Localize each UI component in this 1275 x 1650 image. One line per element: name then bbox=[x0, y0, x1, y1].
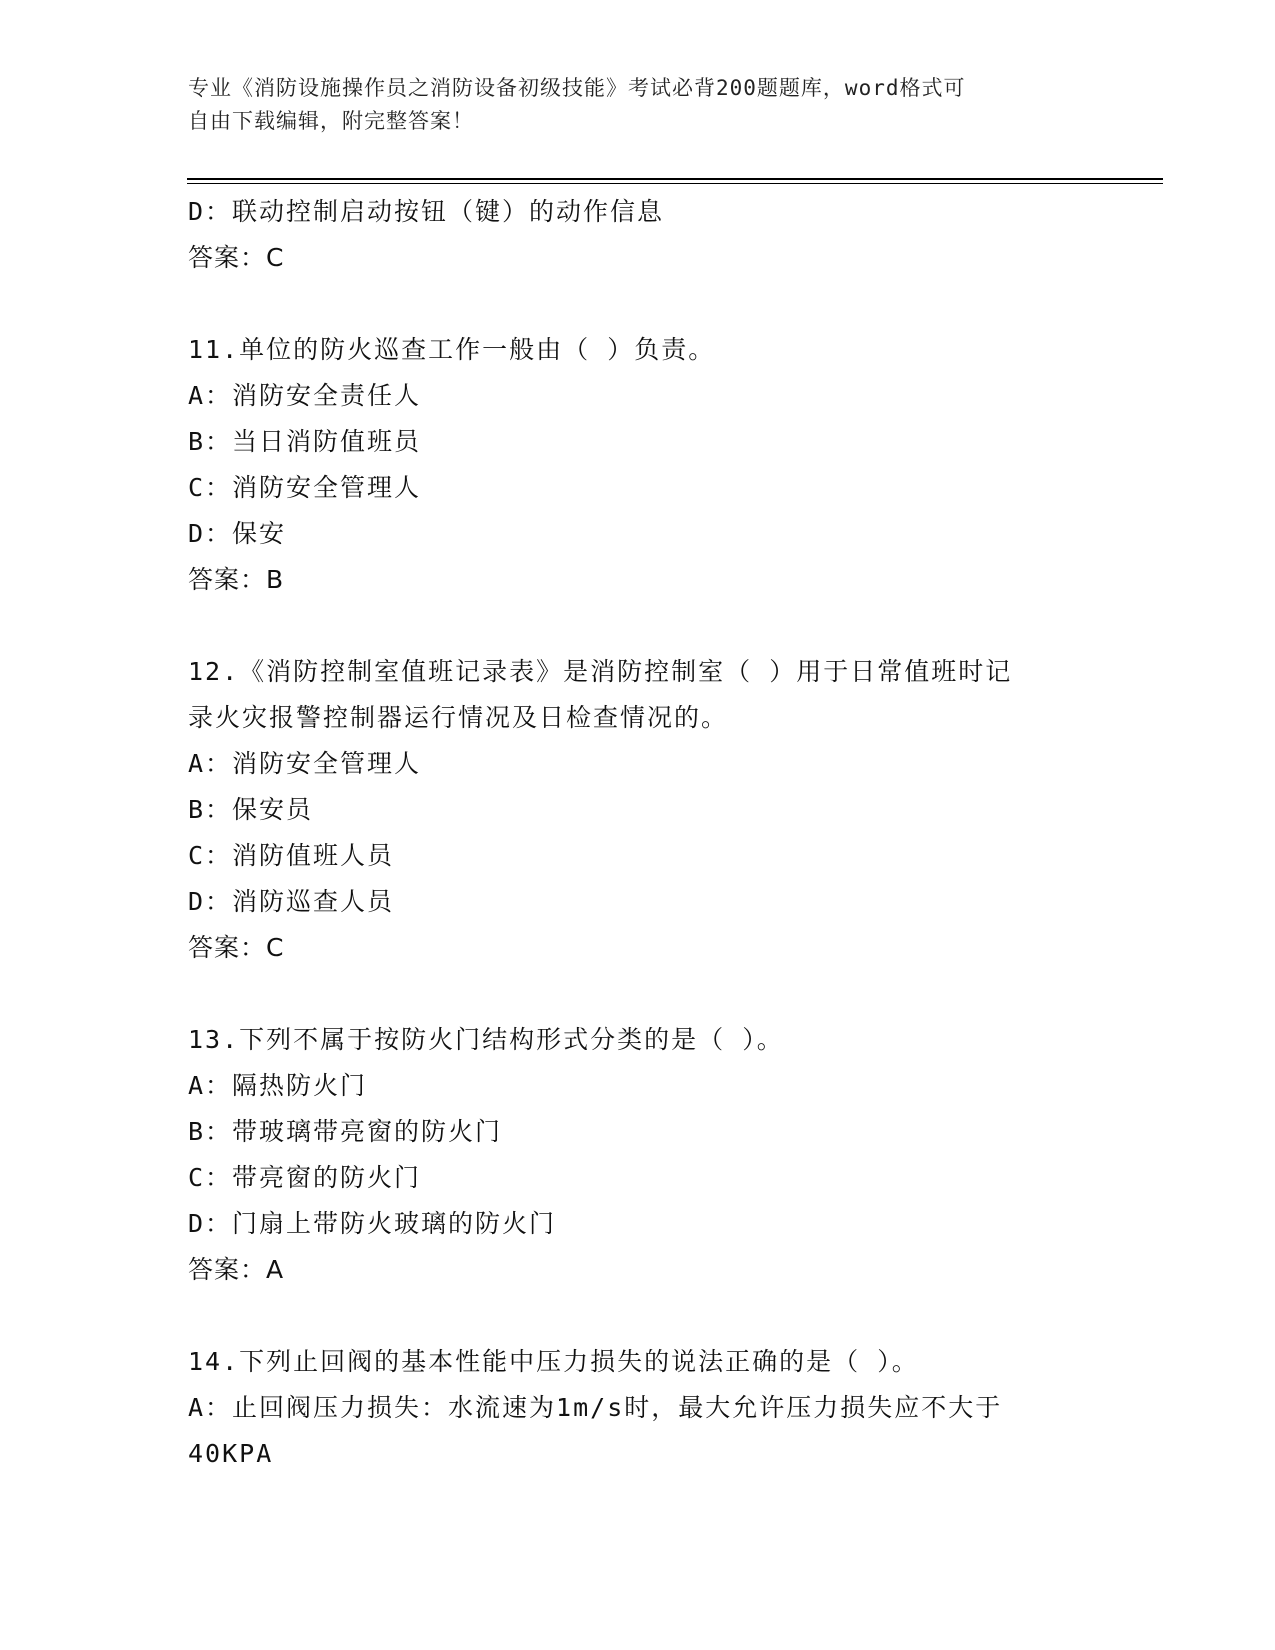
option-d: D：消防巡查人员 bbox=[188, 887, 395, 916]
question-14 bbox=[188, 1339, 1088, 1477]
question-stem: 14.下列止回阀的基本性能中压力损失的说法正确的是（ ）。 bbox=[188, 1347, 919, 1376]
question-stem: 11.单位的防火巡查工作一般由（ ）负责。 bbox=[188, 335, 716, 364]
option-c: C：消防安全管理人 bbox=[188, 473, 422, 502]
option-c: C：带亮窗的防火门 bbox=[188, 1163, 422, 1192]
option-a: A：消防安全管理人 bbox=[188, 749, 422, 778]
header-line-2: 自由下载编辑，附完整答案！ bbox=[188, 109, 474, 133]
question-stem: 13.下列不属于按防火门结构形式分类的是（ ）。 bbox=[188, 1025, 784, 1054]
option-d: D：联动控制启动按钮（键）的动作信息 bbox=[188, 197, 665, 226]
spacer bbox=[188, 603, 1088, 649]
question-stem: 12.《消防控制室值班记录表》是消防控制室（ ）用于日常值班时记 bbox=[188, 657, 1013, 686]
answer: 答案：C bbox=[188, 933, 285, 962]
option-c: C：消防值班人员 bbox=[188, 841, 395, 870]
header-line-1: 专业《消防设施操作员之消防设备初级技能》考试必背200题题库，word格式可 bbox=[188, 76, 966, 100]
spacer bbox=[188, 281, 1088, 327]
answer: 答案：A bbox=[188, 1255, 285, 1284]
question-11 bbox=[188, 327, 1088, 603]
answer: 答案：B bbox=[188, 565, 285, 594]
header-divider-thick bbox=[187, 178, 1163, 180]
option-a-continued: 40KPA bbox=[188, 1439, 274, 1468]
option-a: A：止回阀压力损失：水流速为1m/s时，最大允许压力损失应不大于 bbox=[188, 1393, 1003, 1422]
option-d: D：保安 bbox=[188, 519, 287, 548]
option-a: A：消防安全责任人 bbox=[188, 381, 422, 410]
question-content bbox=[188, 189, 1088, 1477]
question-12 bbox=[188, 649, 1088, 971]
option-b: B：保安员 bbox=[188, 795, 314, 824]
spacer bbox=[188, 1293, 1088, 1339]
header-divider-thin bbox=[187, 183, 1163, 184]
option-d: D：门扇上带防火玻璃的防火门 bbox=[188, 1209, 557, 1238]
spacer bbox=[188, 971, 1088, 1017]
option-b: B：带玻璃带亮窗的防火门 bbox=[188, 1117, 503, 1146]
document-header bbox=[188, 72, 1088, 138]
question-stem-continued: 录火灾报警控制器运行情况及日检查情况的。 bbox=[188, 703, 729, 732]
question-13 bbox=[188, 1017, 1088, 1293]
option-a: A：隔热防火门 bbox=[188, 1071, 368, 1100]
answer: 答案：C bbox=[188, 243, 285, 272]
option-b: B：当日消防值班员 bbox=[188, 427, 422, 456]
